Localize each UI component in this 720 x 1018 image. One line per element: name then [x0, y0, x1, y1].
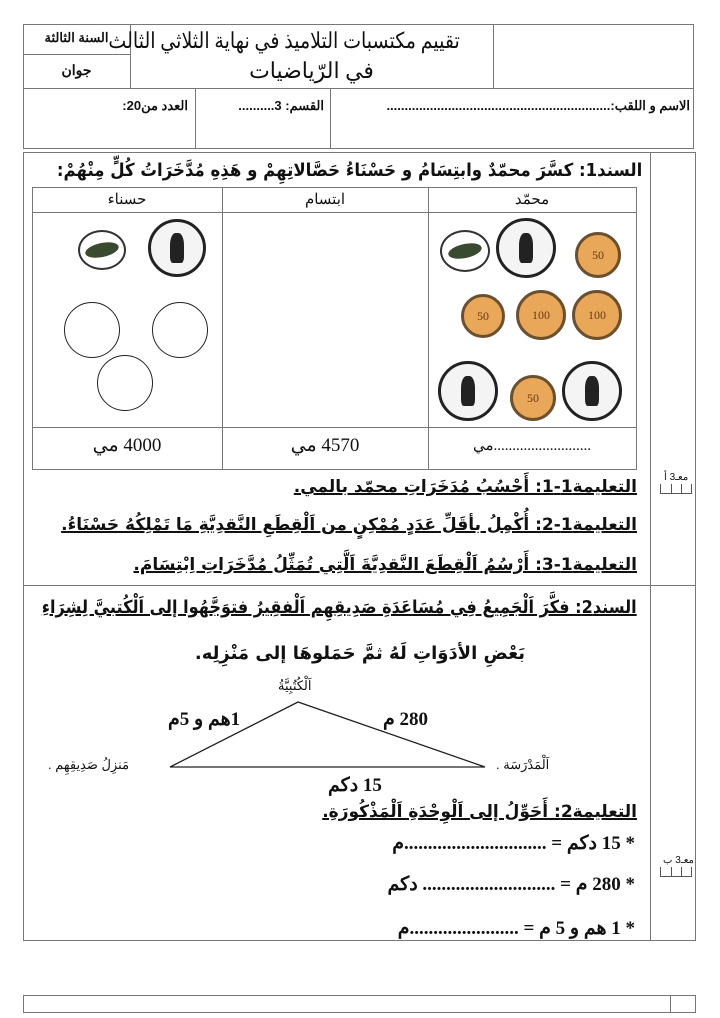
label-friend-house: مَنزِلُ صَدِيقِهِم .	[48, 757, 130, 772]
footer-box	[23, 995, 696, 1013]
grade-label: السنة الثالثة	[44, 30, 109, 45]
class-field[interactable]: القسم: 3..........	[238, 98, 324, 113]
column-header-ibtissam: ابتسام	[304, 191, 346, 208]
section2-prompt-line2: بَعْضِ الأدَوَاتِ لَهُ ثمَّ حَمَلوهَا إلى مَنْزِلِه.	[194, 643, 525, 664]
conversion-item-3[interactable]: * 1 هم و 5 م = .......................م	[397, 918, 635, 939]
instruction-2: التعليمة2: أَحَوِّلُ إلى اَلْوِحْدَةِ اَلْمَذْكُورَةِ.	[322, 802, 637, 822]
coin-100-millimes: 100	[516, 290, 566, 340]
section1-prompt: السند1: كسَّرَ محمّدٌ وابتِسَامُ و حَسْنَاءُ حَصَّالاتِهِمْ و هَذِهِ مُدَّخَرَاتُ كُلٍّ مِنْهُمْ:	[56, 160, 642, 181]
coin-50-millimes: 50	[510, 375, 556, 421]
student-name-field[interactable]: الاسم و اللقب:..............................................................	[386, 98, 690, 113]
distance-base: 15 دكم	[328, 775, 382, 796]
instruction-1-2: التعليمة1-2: أُكْمِلُ بأقَلِّ عَدَدٍ مُمْكِنٍ من اَلْقِطَعِ النَّقدِيَّةِ مَا تَمْلِكُهُ حَسْنَاءُ.	[61, 515, 637, 535]
label-school: اَلْمَدْرَسَة .	[496, 757, 550, 772]
divider	[670, 995, 671, 1013]
distance-left-side: 1هم و 5م	[168, 709, 241, 730]
coin-100-millimes: 100	[572, 290, 622, 340]
conversion-item-2[interactable]: * 280 م = ............................ دكم	[387, 874, 635, 895]
month-label: جوان	[61, 62, 92, 78]
conversion-item-1[interactable]: * 15 دكم = ..............................م	[392, 833, 635, 854]
instruction-1-1: التعليمة1-1: أَحْسُبُ مُدَخَرَاتِ محمّد بالمي.	[293, 477, 637, 497]
criterion-label: معـ3 أ	[664, 472, 689, 483]
distance-right-side: 280 م	[383, 709, 429, 730]
column-header-hasna: حسناء	[107, 191, 147, 208]
label-bookshop: اَلْكُتُبِيَّةُ	[278, 678, 312, 693]
criterion-label: معـ3 ب	[663, 855, 694, 866]
coin-50-millimes: 50	[461, 294, 505, 338]
score-field: العدد من20:	[122, 98, 188, 113]
amount-hasna: 4000 مي	[92, 435, 162, 456]
section2-prompt: السند2: فكَّرَ اَلْجَمِيعُ فِي مُسَاعَدَةِ صَدِيقِهِم اَلْفقِيرُ فتوَجَّهُوا إلى اَلْكُتبيَّ لِشِرَاءِ	[42, 597, 637, 618]
instruction-1-3: التعليمة1-3: أَرْسُمُ اَلْقِطَعَ النَّقدِيَّةَ اَلَّتِي تُمَثِّلُ مُدَّخَرَاتِ اِبْتِسَامَ.	[133, 555, 637, 575]
exam-subject: في الرّياضيات	[249, 58, 374, 83]
column-header-mohamed: محمّد	[514, 191, 550, 208]
exam-title: تقييم مكتسبات التلاميذ في نهاية الثلاثي الثالث	[108, 28, 460, 53]
amount-ibtissam: 4570 مي	[290, 435, 360, 456]
criterion-score-boxes[interactable]	[660, 867, 692, 877]
amount-mohamed[interactable]: ..........................مي	[472, 438, 592, 454]
coin-50-millimes: 50	[575, 232, 621, 278]
instruction-2-line	[42, 802, 637, 822]
